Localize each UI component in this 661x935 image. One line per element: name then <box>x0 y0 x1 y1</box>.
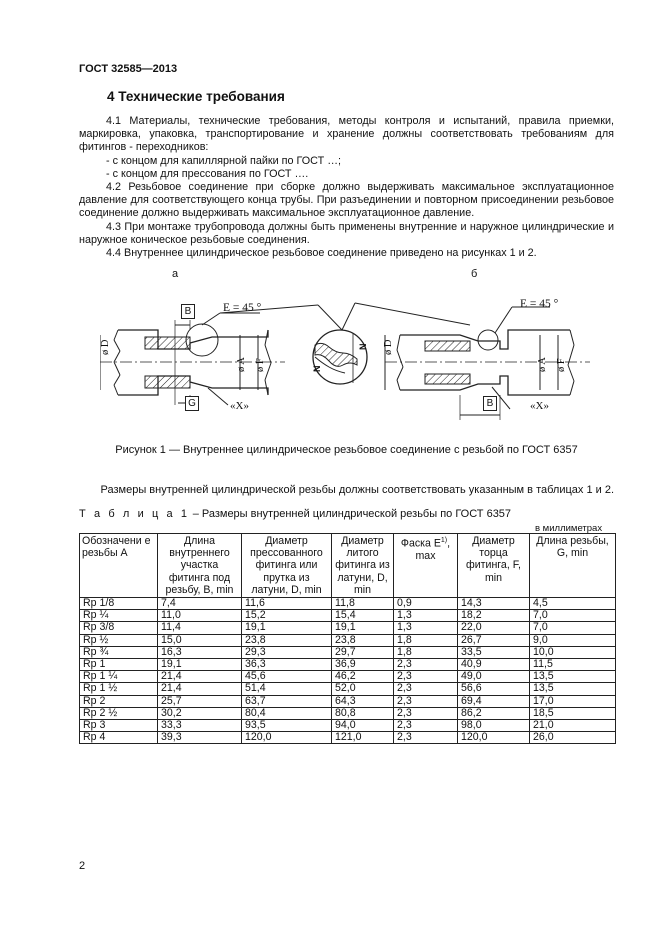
column-header: Диаметр литого фитинга из латуни, D, min <box>332 534 394 598</box>
table-cell: 94,0 <box>332 720 394 732</box>
table-cell: 11,4 <box>158 622 242 634</box>
table-row <box>80 671 616 683</box>
table-row <box>80 707 616 719</box>
figure-label-b: б <box>471 268 478 280</box>
table-row <box>80 695 616 707</box>
table-cell: 11,8 <box>332 598 394 610</box>
dimension-g-label: G <box>185 396 199 411</box>
figure-caption: Рисунок 1 — Внутреннее цилиндрическое резьбовое соединение с резьбой по ГОСТ 6357 <box>115 444 578 456</box>
table-intro-note: Размеры внутренней цилиндрической резьбы должны соответствовать указанным в таблицах 1 и 2. <box>100 484 614 496</box>
page-number: 2 <box>79 860 86 872</box>
table-cell: 80,4 <box>242 707 332 719</box>
table-cell: 2,3 <box>394 695 458 707</box>
table-row <box>80 610 616 622</box>
table-cell: 15,0 <box>158 634 242 646</box>
column-header: Диаметр прессованного фитинга или прутка из латуни, D, min <box>242 534 332 598</box>
table-cell: 1,8 <box>394 634 458 646</box>
table-cell: 26,0 <box>530 732 616 744</box>
table-cell: 45,6 <box>242 671 332 683</box>
table-cell: 15,4 <box>332 610 394 622</box>
column-header: Обозначени е резьбы A <box>80 534 158 598</box>
table-cell: 46,2 <box>332 671 394 683</box>
column-header: Диаметр торца фитинга, F, min <box>458 534 530 598</box>
table-cell: 21,4 <box>158 683 242 695</box>
table-cell: 36,3 <box>242 659 332 671</box>
list-item: - с концом для прессования по ГОСТ …. <box>106 167 309 180</box>
table-title <box>79 508 511 520</box>
table-header-row <box>80 534 616 598</box>
table-units: в миллиметрах <box>535 523 603 534</box>
table-cell: Rp 1 ¼ <box>80 671 158 683</box>
table-row <box>80 622 616 634</box>
table-cell: 2,3 <box>394 671 458 683</box>
chamfer-label-b: E = 45 ° <box>520 298 559 310</box>
table-cell: Rp 4 <box>80 732 158 744</box>
table-row <box>80 634 616 646</box>
table-cell: 16,3 <box>158 646 242 658</box>
table-cell: 36,9 <box>332 659 394 671</box>
document-code: ГОСТ 32585—2013 <box>79 63 178 75</box>
table-cell: 19,1 <box>158 659 242 671</box>
column-header: Фаска $E^{1)}$, max <box>394 534 458 598</box>
table-cell: 22,0 <box>458 622 530 634</box>
list-item: - с концом для капиллярной пайки по ГОСТ …; <box>106 154 341 167</box>
table-cell: 19,1 <box>242 622 332 634</box>
table-cell: 121,0 <box>332 732 394 744</box>
table-cell: 23,8 <box>332 634 394 646</box>
table-cell: 120,0 <box>458 732 530 744</box>
table-cell: 64,3 <box>332 695 394 707</box>
table-cell: 2,3 <box>394 707 458 719</box>
body-text <box>79 115 614 260</box>
table-cell: 4,5 <box>530 598 616 610</box>
table-cell: 1,3 <box>394 622 458 634</box>
table-cell: 51,4 <box>242 683 332 695</box>
table-cell: 40,9 <box>458 659 530 671</box>
table-cell: Rp 1 <box>80 659 158 671</box>
column-header: Длина резьбы, G, min <box>530 534 616 598</box>
table-cell: 29,3 <box>242 646 332 658</box>
table-cell: 2,3 <box>394 683 458 695</box>
table-cell: 30,2 <box>158 707 242 719</box>
table-cell: 19,1 <box>332 622 394 634</box>
section-title: 4 Технические требования <box>107 89 285 104</box>
table-cell: 63,7 <box>242 695 332 707</box>
table-cell: Rp 3 <box>80 720 158 732</box>
table-cell: 23,8 <box>242 634 332 646</box>
table-cell: 7,0 <box>530 610 616 622</box>
table-cell: 2,3 <box>394 732 458 744</box>
dimension-d-label-b: ø D <box>383 339 394 355</box>
table-cell: 120,0 <box>242 732 332 744</box>
table-cell: Rp 1 ½ <box>80 683 158 695</box>
table-row <box>80 646 616 658</box>
table-cell: 21,0 <box>530 720 616 732</box>
footnote-marker: 1) <box>440 537 448 544</box>
table-cell: 29,7 <box>332 646 394 658</box>
table-row <box>80 659 616 671</box>
table-cell: Rp ¼ <box>80 610 158 622</box>
dimension-b-label-b: B <box>483 396 497 411</box>
table-cell: 80,8 <box>332 707 394 719</box>
table-cell: 18,2 <box>458 610 530 622</box>
table-cell: 13,5 <box>530 671 616 683</box>
dimension-f-label-a: ø F <box>255 358 266 372</box>
table-cell: 10,0 <box>530 646 616 658</box>
table-cell: 1,3 <box>394 610 458 622</box>
table-cell: 11,6 <box>242 598 332 610</box>
table-cell: 1,8 <box>394 646 458 658</box>
table-cell: 25,7 <box>158 695 242 707</box>
table-row <box>80 732 616 744</box>
table-cell: 0,9 <box>394 598 458 610</box>
table-cell: 93,5 <box>242 720 332 732</box>
detail-x-label-a: «X» <box>230 400 249 412</box>
dimension-b-label-a: B <box>181 304 195 319</box>
dimension-a-label-a: ø A <box>236 357 247 372</box>
table-row <box>80 683 616 695</box>
table-title-prefix: Т а б л и ц а 1 <box>79 508 190 520</box>
table-cell: 2,3 <box>394 659 458 671</box>
dimension-a-label-b: ø A <box>537 357 548 372</box>
column-header: Длина внутреннего участка фитинга под резьбу, B, min <box>158 534 242 598</box>
dimension-d-label-a: ø D <box>100 339 111 355</box>
table-cell: 7,0 <box>530 622 616 634</box>
paragraph-4-4: 4.4 Внутреннее цилиндрическое резьбовое соединение приведено на рисунках 1 и 2. <box>106 247 537 260</box>
figure-label-a: а <box>172 268 179 280</box>
table-row <box>80 598 616 610</box>
table-row <box>80 720 616 732</box>
table-cell: 98,0 <box>458 720 530 732</box>
table-cell: Rp ¾ <box>80 646 158 658</box>
table-cell: 49,0 <box>458 671 530 683</box>
table-cell: 9,0 <box>530 634 616 646</box>
table-cell: 13,5 <box>530 683 616 695</box>
table-cell: 39,3 <box>158 732 242 744</box>
table-cell: Rp 2 <box>80 695 158 707</box>
table-cell: 11,5 <box>530 659 616 671</box>
table-cell: 52,0 <box>332 683 394 695</box>
table-cell: 56,6 <box>458 683 530 695</box>
table-cell: 86,2 <box>458 707 530 719</box>
dimension-n-label-detail: N <box>358 343 368 350</box>
paragraph-4-2: 4.2 Резьбовое соединение при сборке должно выдерживать максимальное эксплуатационное давление для соответствующего конца трубы. При разъединении и повторном присоединении резьбовое соединение должно выдерживать максимальное эксплуатационное давление. <box>79 181 614 220</box>
table-cell: 21,4 <box>158 671 242 683</box>
table-cell: 26,7 <box>458 634 530 646</box>
table-cell: 33,3 <box>158 720 242 732</box>
thread-dimensions-table <box>79 533 616 744</box>
table-title-text: – Размеры внутренней цилиндрической резьбы по ГОСТ 6357 <box>189 508 512 520</box>
table-cell: 14,3 <box>458 598 530 610</box>
table-cell: 15,2 <box>242 610 332 622</box>
table-cell: 33,5 <box>458 646 530 658</box>
table-cell: 7,4 <box>158 598 242 610</box>
table-cell: 2,3 <box>394 720 458 732</box>
table-cell: Rp ½ <box>80 634 158 646</box>
paragraph-4-3: 4.3 При монтаже трубопровода должны быть применены внутренние и наружное цилиндрические и наружное коническое резьбовые соединения. <box>79 220 614 246</box>
dimension-f-label-b: ø F <box>556 358 567 372</box>
table-cell: 11,0 <box>158 610 242 622</box>
table-cell: Rp 3/8 <box>80 622 158 634</box>
dimension-n-label: N <box>312 365 322 372</box>
table-cell: 69,4 <box>458 695 530 707</box>
table-cell: Rp 2 ½ <box>80 707 158 719</box>
table-cell: Rp 1/8 <box>80 598 158 610</box>
table-cell: 17,0 <box>530 695 616 707</box>
table-cell: 18,5 <box>530 707 616 719</box>
paragraph-4-1: 4.1 Материалы, технические требования, методы контроля и испытаний, правила приемки, маркировка, упаковка, транспортирование и хранение должны соответствовать требованиям для фитингов - переходников: <box>79 115 614 154</box>
detail-x-label-b: «X» <box>530 400 549 412</box>
chamfer-label-a: E = 45 ° <box>223 302 262 314</box>
